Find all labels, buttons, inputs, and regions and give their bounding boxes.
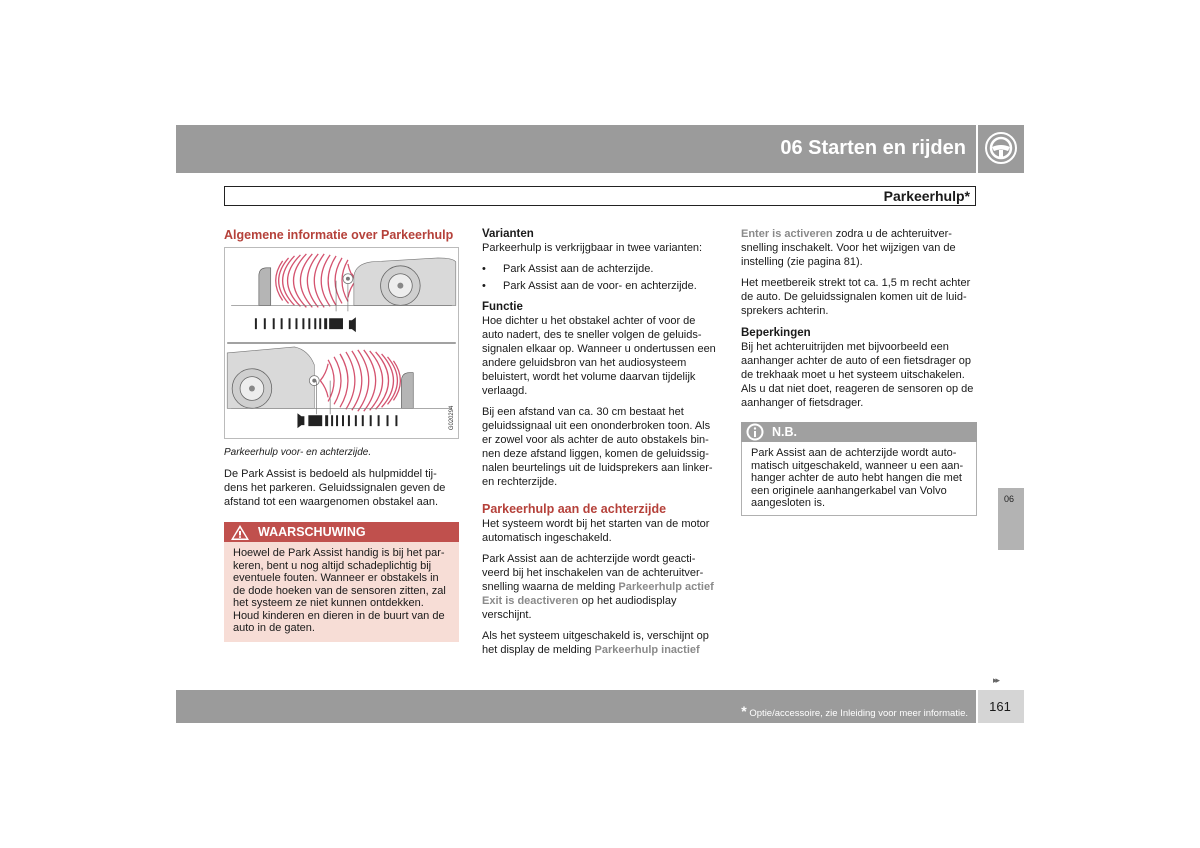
signal-meter-top — [255, 317, 356, 332]
rear-assist-heading: Parkeerhulp aan de achterzijde — [482, 502, 667, 516]
display-message: Parkeerhulp actief Exit is deactiveren — [482, 581, 714, 607]
info-icon — [745, 422, 765, 442]
rear-obstacle-top — [259, 268, 271, 306]
rear-paragraph-1: Het systeem wordt bij het starten van de motor automatisch ingeschakeld. — [482, 518, 710, 544]
nb-title: N.B. — [772, 425, 797, 439]
beperkingen-heading: Beperkingen — [741, 327, 811, 339]
column-right — [741, 227, 977, 516]
range-paragraph: Het meetbereik strekt tot ca. 1,5 m recht achter de auto. De geluidssignalen komen uit de luid-sprekers achterin. — [741, 277, 971, 317]
warning-header — [224, 522, 459, 542]
functie-paragraph-1: Hoe dichter u het obstakel achter of voor de auto nadert, des te sneller volgen de geluids-signalen elkaar op. Wanneer u ondertussen een andere geluidsbron van het audiosysteem beluistert, wordt het volume daarvan tijdelijk verlaagd. — [482, 315, 716, 397]
functie-heading: Functie — [482, 301, 523, 313]
list-item: • Park Assist aan de voor- en achterzijde. — [482, 280, 697, 292]
rear-paragraph-3: Als het systeem uitgeschakeld is, verschijnt op het display de melding Parkeerhulp inactief — [482, 630, 709, 656]
chapter-icon-box — [976, 125, 1024, 173]
figure-caption: Parkeerhulp voor- en achterzijde. — [224, 447, 372, 458]
chapter-title: 06 Starten en rijden — [780, 137, 966, 159]
signal-meter-bottom — [297, 413, 397, 428]
section-title: Parkeerhulp* — [883, 188, 970, 204]
park-assist-illustration — [224, 247, 459, 439]
footer-note: * Optie/accessoire, zie Inleiding voor meer informatie. — [741, 703, 968, 719]
nb-text: Park Assist aan de achterzijde wordt auto-matisch uitgeschakeld, wanneer u een aan-hanger achter de auto hebt hangen die met een originele aanhangerkabel van Volvo aangesloten is. — [741, 442, 977, 516]
functie-paragraph-2: Bij een afstand van ca. 30 cm bestaat het geluidssignaal uit een ononderbroken toon. Als er zowel voor als achter de auto obstakels bin-nen deze afstand liggen, komen de geluidssig-nalen beurtelings uit de luidsprekers aan linker-en rechterzijde. — [482, 406, 713, 488]
warning-triangle-icon — [230, 524, 250, 541]
intro-paragraph: De Park Assist is bedoeld als hulpmiddel tij-dens het parkeren. Geluidssignalen geven de afstand tot een waargenomen obstakel aan. — [224, 468, 446, 508]
continue-arrows: ▸▸ — [993, 675, 999, 685]
section-title-box — [224, 186, 976, 206]
sound-waves-bottom — [320, 350, 400, 411]
page-number: 161 — [989, 699, 1011, 714]
steering-wheel-icon — [979, 126, 1023, 170]
warning-text: Hoewel de Park Assist handig is bij het par-keren, bent u nog altijd schadeplichtig bij eventuele fouten. Wanneer er obstakels in de dode hoeken van de sensoren zitten, zal het systeem ze niet kunnen ontdekken. Houd kinderen en dieren in de buurt van de auto in de gaten. — [224, 542, 459, 642]
column-left — [224, 227, 459, 642]
list-item-text: Park Assist aan de voor- en achterzijde. — [503, 280, 697, 292]
varianten-heading: Varianten — [482, 228, 534, 240]
general-info-heading: Algemene informatie over Parkeerhulp — [224, 228, 454, 242]
display-message: Enter is activeren — [741, 228, 833, 240]
rear-paragraph-2: Park Assist aan de achterzijde wordt geacti-veerd bij het inschakelen van de achteruitver-snelling waarna de melding Parkeerhulp actief Exit is deactiveren op het audiodisplay verschijnt. — [482, 553, 714, 621]
car-front-bottom — [227, 347, 330, 414]
varianten-intro: Parkeerhulp is verkrijgbaar in twee varianten: — [482, 242, 703, 254]
activation-paragraph: Enter is activeren zodra u de achteruitver-snelling inschakelt. Voor het wijzigen van de instelling (zie pagina 81). — [741, 228, 956, 268]
list-item-text: Park Assist aan de achterzijde. — [503, 263, 654, 275]
warning-title: WAARSCHUWING — [258, 525, 366, 539]
chapter-side-tab-label: 06 — [1004, 494, 1015, 504]
nb-header — [741, 422, 977, 442]
car-rear-top — [336, 258, 456, 311]
front-obstacle-bottom — [401, 373, 413, 409]
beperkingen-paragraph: Bij het achteruitrijden met bijvoorbeeld een aanhanger achter de auto of een fietsdrager op de trekhaak moet u het systeem uitschakelen. Als u dat niet doet, reageren de sensoren op de aanhanger of fietsdrager. — [741, 341, 974, 409]
list-item: • Park Assist aan de achterzijde. — [482, 263, 654, 275]
column-middle — [482, 227, 718, 664]
figure-code: G020294 — [448, 405, 455, 431]
display-message: Parkeerhulp inactief — [594, 644, 700, 656]
